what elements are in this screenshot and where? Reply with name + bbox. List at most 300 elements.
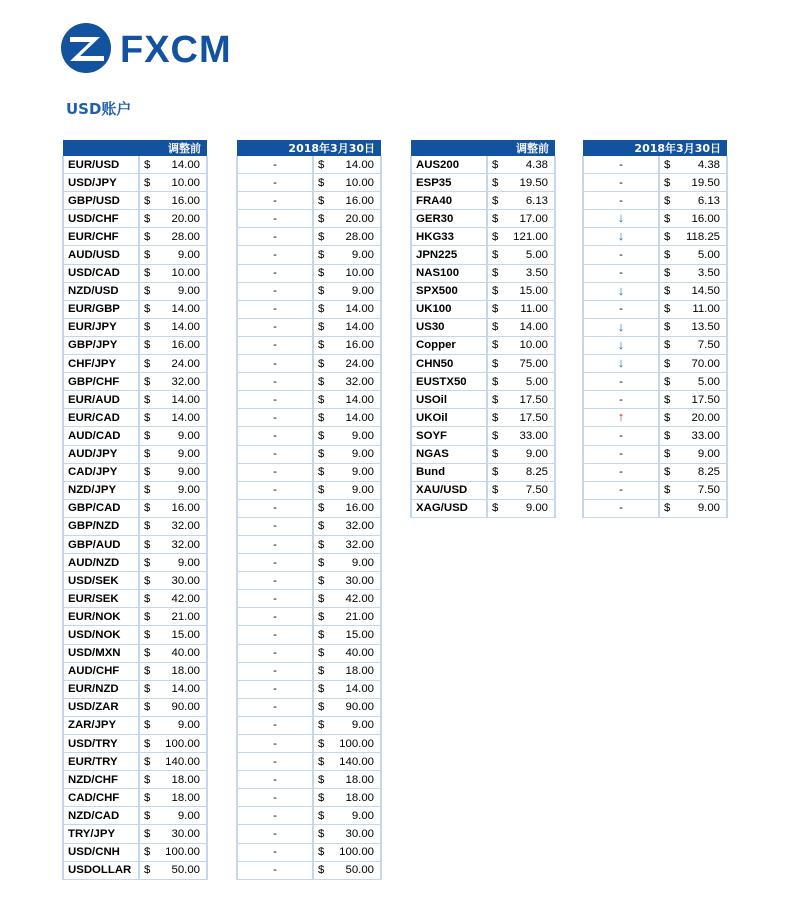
fx-before-table	[62, 140, 208, 880]
change-indicator-cell	[237, 336, 313, 354]
currency-sign: $	[139, 409, 155, 427]
currency-sign: $	[487, 246, 503, 264]
value-before-cell: 30.00	[155, 825, 207, 843]
table-row	[237, 373, 381, 391]
currency-sign: $	[659, 300, 675, 318]
value-before-cell: 32.00	[155, 535, 207, 553]
value-before-cell: 9.00	[503, 499, 555, 517]
currency-sign: $	[139, 318, 155, 336]
no-change-dash: -	[273, 249, 277, 262]
value-before-cell: 18.00	[155, 771, 207, 789]
change-indicator-cell	[237, 264, 313, 282]
table-row	[63, 427, 207, 445]
currency-sign: $	[487, 445, 503, 463]
currency-sign: $	[313, 355, 329, 373]
currency-sign: $	[313, 499, 329, 517]
value-before-cell: 16.00	[155, 336, 207, 354]
symbol-cell: GBP/USD	[63, 192, 139, 210]
value-before-cell: 5.00	[503, 373, 555, 391]
currency-sign: $	[313, 825, 329, 843]
symbol-cell: NZD/USD	[63, 282, 139, 300]
value-after-cell: 10.00	[329, 174, 381, 192]
table-row	[63, 789, 207, 807]
table-row	[63, 698, 207, 716]
currency-sign: $	[313, 246, 329, 264]
currency-sign: $	[139, 608, 155, 626]
table-row	[583, 499, 727, 517]
symbol-cell: HKG33	[411, 228, 487, 246]
table-row	[63, 300, 207, 318]
value-after-cell: 100.00	[329, 843, 381, 861]
change-indicator-cell	[583, 318, 659, 336]
value-after-cell: 7.50	[675, 481, 727, 499]
symbol-cell: USD/CHF	[63, 210, 139, 228]
symbol-cell: CAD/CHF	[63, 789, 139, 807]
table-row	[237, 680, 381, 698]
currency-sign: $	[313, 626, 329, 644]
currency-sign: $	[313, 843, 329, 861]
change-indicator-cell	[583, 481, 659, 499]
currency-sign: $	[313, 174, 329, 192]
table-row	[411, 409, 555, 427]
table-row	[583, 318, 727, 336]
change-indicator-cell	[237, 698, 313, 716]
currency-sign: $	[139, 174, 155, 192]
symbol-cell: UK100	[411, 300, 487, 318]
cfd-after-table	[582, 140, 728, 518]
currency-sign: $	[139, 336, 155, 354]
table-row	[63, 735, 207, 753]
currency-sign: $	[659, 373, 675, 391]
currency-sign: $	[313, 210, 329, 228]
value-after-cell: 9.00	[675, 445, 727, 463]
symbol-cell: AUD/USD	[63, 246, 139, 264]
table-row	[63, 282, 207, 300]
value-after-cell: 5.00	[675, 246, 727, 264]
value-after-cell: 100.00	[329, 735, 381, 753]
currency-sign: $	[139, 427, 155, 445]
value-after-cell: 9.00	[329, 716, 381, 734]
table-row	[63, 680, 207, 698]
value-after-cell: 9.00	[329, 427, 381, 445]
table-row	[411, 192, 555, 210]
no-change-dash: -	[273, 665, 277, 678]
value-before-cell: 33.00	[503, 427, 555, 445]
change-indicator-cell	[583, 336, 659, 354]
value-before-cell: 9.00	[503, 445, 555, 463]
table-row	[63, 499, 207, 517]
table-row	[411, 336, 555, 354]
no-change-dash: -	[619, 484, 623, 497]
table-row	[411, 282, 555, 300]
value-after-cell: 30.00	[329, 572, 381, 590]
table-row	[237, 246, 381, 264]
value-after-cell: 21.00	[329, 608, 381, 626]
currency-sign: $	[659, 156, 675, 174]
currency-sign: $	[659, 192, 675, 210]
value-before-cell: 15.00	[503, 282, 555, 300]
change-indicator-cell	[237, 716, 313, 734]
value-before-cell: 17.50	[503, 409, 555, 427]
change-indicator-cell	[237, 608, 313, 626]
no-change-dash: -	[619, 393, 623, 406]
value-after-cell: 16.00	[329, 336, 381, 354]
symbol-cell: FRA40	[411, 192, 487, 210]
currency-sign: $	[139, 463, 155, 481]
value-before-cell: 24.00	[155, 355, 207, 373]
currency-sign: $	[313, 228, 329, 246]
account-title: USD账户	[66, 100, 132, 118]
change-indicator-cell	[237, 318, 313, 336]
symbol-cell: AUD/CAD	[63, 427, 139, 445]
change-indicator-cell	[583, 445, 659, 463]
table-row	[63, 644, 207, 662]
no-change-dash: -	[273, 321, 277, 334]
arrow-down-icon: ↓	[617, 228, 625, 244]
symbol-cell: Bund	[411, 463, 487, 481]
change-indicator-cell	[583, 282, 659, 300]
no-change-dash: -	[273, 647, 277, 660]
symbol-cell: USD/NOK	[63, 626, 139, 644]
fxcm-logo-text: FXCM	[120, 29, 232, 71]
table-row	[63, 246, 207, 264]
currency-sign: $	[139, 481, 155, 499]
change-indicator-cell	[237, 572, 313, 590]
value-before-cell: 10.00	[155, 174, 207, 192]
value-after-cell: 14.00	[329, 300, 381, 318]
table-row	[63, 336, 207, 354]
value-before-cell: 21.00	[155, 608, 207, 626]
symbol-cell: ZAR/JPY	[63, 716, 139, 734]
value-before-cell: 140.00	[155, 753, 207, 771]
no-change-dash: -	[273, 828, 277, 841]
currency-sign: $	[313, 318, 329, 336]
table-row	[583, 355, 727, 373]
value-after-cell: 14.00	[329, 680, 381, 698]
table-row	[237, 771, 381, 789]
no-change-dash: -	[273, 502, 277, 515]
currency-sign: $	[139, 716, 155, 734]
currency-sign: $	[313, 572, 329, 590]
value-after-cell: 9.00	[675, 499, 727, 517]
currency-sign: $	[659, 264, 675, 282]
value-before-cell: 20.00	[155, 210, 207, 228]
symbol-cell: Copper	[411, 336, 487, 354]
table-row	[63, 662, 207, 680]
value-after-cell: 5.00	[675, 373, 727, 391]
value-after-cell: 7.50	[675, 336, 727, 354]
value-before-cell: 9.00	[155, 554, 207, 572]
value-before-cell: 121.00	[503, 228, 555, 246]
currency-sign: $	[313, 264, 329, 282]
table-row	[237, 644, 381, 662]
currency-sign: $	[139, 825, 155, 843]
change-indicator-cell	[583, 427, 659, 445]
value-before-cell: 9.00	[155, 282, 207, 300]
table-row	[583, 282, 727, 300]
currency-sign: $	[139, 391, 155, 409]
table-row	[411, 463, 555, 481]
table-row	[411, 210, 555, 228]
table-row	[63, 861, 207, 879]
value-before-cell: 10.00	[155, 264, 207, 282]
value-before-cell: 40.00	[155, 644, 207, 662]
header-before: 调整前	[63, 140, 207, 156]
value-before-cell: 100.00	[155, 843, 207, 861]
no-change-dash: -	[273, 411, 277, 424]
value-after-cell: 14.00	[329, 318, 381, 336]
table-row	[63, 192, 207, 210]
currency-sign: $	[313, 481, 329, 499]
no-change-dash: -	[273, 755, 277, 768]
change-indicator-cell	[237, 192, 313, 210]
currency-sign: $	[659, 355, 675, 373]
cfd-before-table	[410, 140, 556, 518]
currency-sign: $	[313, 282, 329, 300]
no-change-dash: -	[273, 791, 277, 804]
no-change-dash: -	[273, 339, 277, 352]
currency-sign: $	[313, 391, 329, 409]
table-row	[237, 228, 381, 246]
no-change-dash: -	[273, 176, 277, 189]
value-after-cell: 11.00	[675, 300, 727, 318]
value-after-cell: 4.38	[675, 156, 727, 174]
change-indicator-cell	[237, 517, 313, 535]
table-row	[63, 156, 207, 174]
table-row	[63, 391, 207, 409]
symbol-cell: GBP/NZD	[63, 517, 139, 535]
no-change-dash: -	[619, 466, 623, 479]
symbol-cell: AUD/NZD	[63, 554, 139, 572]
change-indicator-cell	[583, 174, 659, 192]
table-row	[237, 463, 381, 481]
no-change-dash: -	[273, 158, 277, 171]
no-change-dash: -	[619, 303, 623, 316]
symbol-cell: CHN50	[411, 355, 487, 373]
table-row	[237, 481, 381, 499]
currency-sign: $	[487, 282, 503, 300]
table-row	[237, 554, 381, 572]
value-after-cell: 14.00	[329, 409, 381, 427]
change-indicator-cell	[583, 264, 659, 282]
value-after-cell: 30.00	[329, 825, 381, 843]
header-after-date: 2018年3月30日	[583, 140, 727, 156]
change-indicator-cell	[237, 535, 313, 553]
table-row	[237, 608, 381, 626]
currency-sign: $	[313, 662, 329, 680]
value-before-cell: 14.00	[155, 300, 207, 318]
currency-sign: $	[487, 463, 503, 481]
symbol-cell: EUR/CHF	[63, 228, 139, 246]
symbol-cell: USD/ZAR	[63, 698, 139, 716]
value-after-cell: 40.00	[329, 644, 381, 662]
table-row	[63, 517, 207, 535]
arrow-down-icon: ↓	[617, 355, 625, 371]
value-before-cell: 14.00	[155, 409, 207, 427]
symbol-cell: NZD/CHF	[63, 771, 139, 789]
value-after-cell: 9.00	[329, 282, 381, 300]
currency-sign: $	[139, 246, 155, 264]
currency-sign: $	[487, 318, 503, 336]
table-row	[583, 228, 727, 246]
currency-sign: $	[313, 336, 329, 354]
table-row	[63, 174, 207, 192]
value-before-cell: 6.13	[503, 192, 555, 210]
currency-sign: $	[139, 861, 155, 879]
value-before-cell: 4.38	[503, 156, 555, 174]
currency-sign: $	[139, 517, 155, 535]
no-change-dash: -	[619, 448, 623, 461]
change-indicator-cell	[237, 427, 313, 445]
symbol-cell: EUR/USD	[63, 156, 139, 174]
symbol-cell: USD/TRY	[63, 735, 139, 753]
currency-sign: $	[139, 210, 155, 228]
table-row	[63, 716, 207, 734]
value-before-cell: 14.00	[503, 318, 555, 336]
table-row	[237, 391, 381, 409]
value-after-cell: 9.00	[329, 463, 381, 481]
currency-sign: $	[313, 753, 329, 771]
no-change-dash: -	[273, 466, 277, 479]
no-change-dash: -	[273, 701, 277, 714]
change-indicator-cell	[237, 174, 313, 192]
no-change-dash: -	[619, 249, 623, 262]
currency-sign: $	[313, 789, 329, 807]
value-after-cell: 32.00	[329, 535, 381, 553]
value-before-cell: 16.00	[155, 192, 207, 210]
symbol-cell: AUD/CHF	[63, 662, 139, 680]
table-row	[583, 174, 727, 192]
symbol-cell: USD/MXN	[63, 644, 139, 662]
currency-sign: $	[139, 228, 155, 246]
table-row	[237, 825, 381, 843]
value-after-cell: 28.00	[329, 228, 381, 246]
value-after-cell: 20.00	[675, 409, 727, 427]
fx-after-table	[236, 140, 382, 880]
table-row	[237, 355, 381, 373]
value-before-cell: 90.00	[155, 698, 207, 716]
currency-sign: $	[313, 409, 329, 427]
table-row	[237, 156, 381, 174]
currency-sign: $	[659, 318, 675, 336]
change-indicator-cell	[237, 644, 313, 662]
table-row	[237, 535, 381, 553]
currency-sign: $	[487, 174, 503, 192]
table-row	[63, 753, 207, 771]
currency-sign: $	[139, 156, 155, 174]
table-row	[237, 427, 381, 445]
change-indicator-cell	[237, 735, 313, 753]
value-after-cell: 118.25	[675, 228, 727, 246]
symbol-cell: GER30	[411, 210, 487, 228]
currency-sign: $	[313, 445, 329, 463]
currency-sign: $	[313, 156, 329, 174]
currency-sign: $	[313, 680, 329, 698]
value-after-cell: 10.00	[329, 264, 381, 282]
arrow-down-icon: ↓	[617, 336, 625, 352]
currency-sign: $	[139, 445, 155, 463]
value-after-cell: 33.00	[675, 427, 727, 445]
symbol-cell: EUR/GBP	[63, 300, 139, 318]
symbol-cell: TRY/JPY	[63, 825, 139, 843]
symbol-cell: SPX500	[411, 282, 487, 300]
currency-sign: $	[313, 608, 329, 626]
table-row	[411, 156, 555, 174]
no-change-dash: -	[273, 592, 277, 605]
symbol-cell: CAD/JPY	[63, 463, 139, 481]
symbol-cell: EUR/NOK	[63, 608, 139, 626]
currency-sign: $	[139, 789, 155, 807]
table-row	[583, 463, 727, 481]
fxcm-logo-icon	[61, 23, 111, 73]
table-row	[583, 481, 727, 499]
change-indicator-cell	[237, 825, 313, 843]
symbol-cell: USD/CNH	[63, 843, 139, 861]
table-row	[63, 228, 207, 246]
change-indicator-cell	[237, 554, 313, 572]
table-row	[583, 210, 727, 228]
change-indicator-cell	[583, 373, 659, 391]
currency-sign: $	[487, 391, 503, 409]
table-row	[237, 590, 381, 608]
symbol-cell: GBP/CAD	[63, 499, 139, 517]
no-change-dash: -	[273, 285, 277, 298]
value-after-cell: 90.00	[329, 698, 381, 716]
currency-sign: $	[313, 735, 329, 753]
currency-sign: $	[313, 644, 329, 662]
symbol-cell: UKOil	[411, 409, 487, 427]
change-indicator-cell	[237, 246, 313, 264]
no-change-dash: -	[273, 683, 277, 696]
value-before-cell: 100.00	[155, 735, 207, 753]
currency-sign: $	[659, 499, 675, 517]
table-row	[63, 608, 207, 626]
change-indicator-cell	[237, 409, 313, 427]
currency-sign: $	[487, 355, 503, 373]
change-indicator-cell	[583, 355, 659, 373]
change-indicator-cell	[237, 373, 313, 391]
currency-sign: $	[313, 535, 329, 553]
table-row	[583, 409, 727, 427]
no-change-dash: -	[619, 502, 623, 515]
value-after-cell: 17.50	[675, 391, 727, 409]
currency-sign: $	[139, 572, 155, 590]
table-row	[237, 445, 381, 463]
currency-sign: $	[487, 499, 503, 517]
arrow-down-icon: ↓	[617, 282, 625, 298]
table-row	[237, 626, 381, 644]
change-indicator-cell	[237, 499, 313, 517]
table-row	[583, 427, 727, 445]
value-before-cell: 17.00	[503, 210, 555, 228]
arrow-down-icon: ↓	[617, 210, 625, 226]
currency-sign: $	[313, 554, 329, 572]
currency-sign: $	[487, 427, 503, 445]
no-change-dash: -	[619, 375, 623, 388]
arrow-up-icon: ↑	[617, 409, 625, 425]
currency-sign: $	[139, 282, 155, 300]
no-change-dash: -	[273, 375, 277, 388]
currency-sign: $	[139, 680, 155, 698]
currency-sign: $	[313, 771, 329, 789]
symbol-cell: USD/CAD	[63, 264, 139, 282]
change-indicator-cell	[237, 210, 313, 228]
change-indicator-cell	[237, 626, 313, 644]
value-before-cell: 8.25	[503, 463, 555, 481]
table-row	[411, 318, 555, 336]
no-change-dash: -	[273, 230, 277, 243]
change-indicator-cell	[237, 355, 313, 373]
